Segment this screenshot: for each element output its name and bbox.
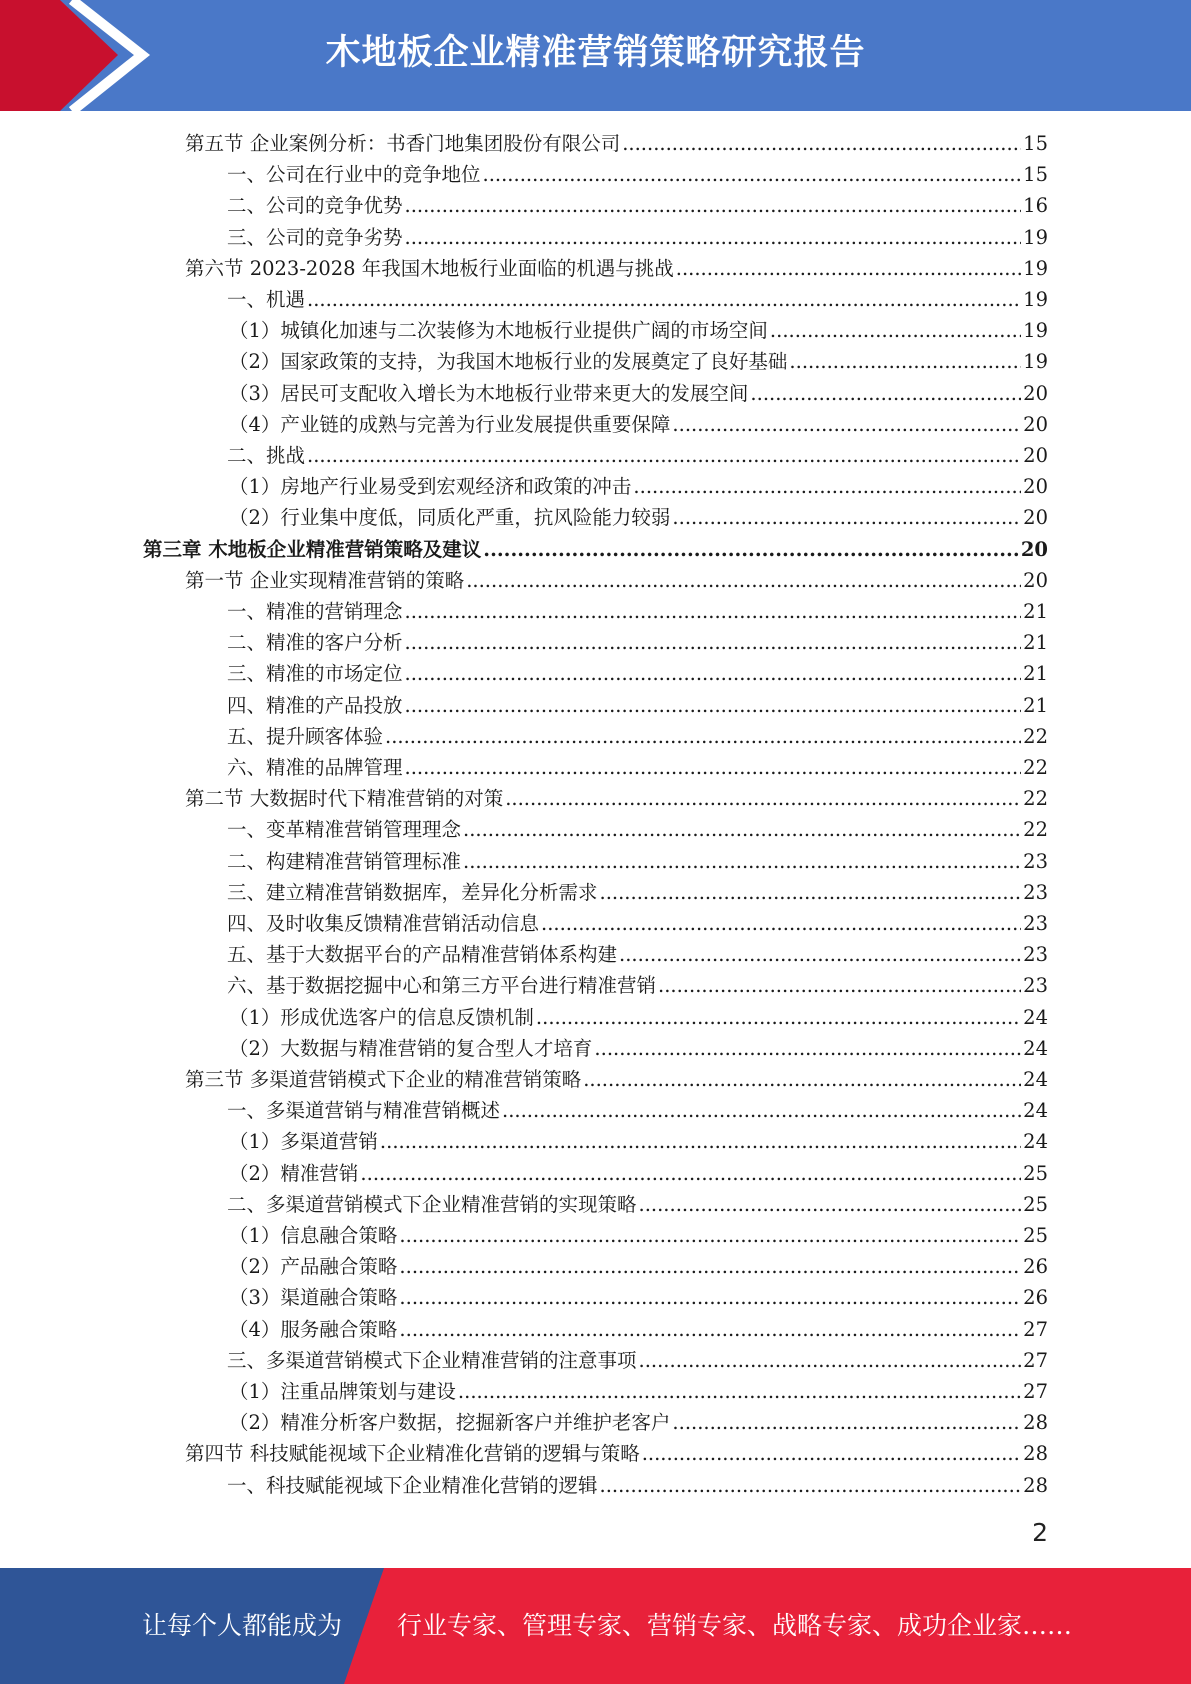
toc-entry-title: （3）居民可支配收入增长为木地板行业带来更大的发展空间 [229,381,749,405]
toc-dot-leader [466,565,1021,596]
toc-entry-page: 26 [1023,1255,1048,1279]
toc-entry-title: 第六节 2023-2028 年我国木地板行业面临的机遇与挑战 [185,256,674,280]
toc-entry[interactable] [229,471,1048,502]
toc-entry-page: 26 [1023,1286,1048,1310]
toc-dot-leader [463,846,1021,877]
toc-entry-title: （2）产品融合策略 [229,1255,398,1279]
toc-entry-title: 二、精准的客户分析 [227,631,403,655]
toc-entry-title: 一、变革精准营销管理理念 [227,818,462,842]
toc-entry[interactable] [229,1033,1048,1064]
footer-slogan-right: 行业专家、管理专家、营销专家、战略专家、成功企业家…… [397,1611,1073,1640]
toc-entry[interactable] [229,409,1048,440]
toc-entry-title: 三、建立精准营销数据库，差异化分析需求 [227,880,598,904]
toc-entry[interactable] [227,190,1048,221]
toc-entry-page: 22 [1023,818,1048,842]
document-title: 木地板企业精准营销策略研究报告 [325,33,866,73]
toc-dot-leader [405,222,1022,253]
toc-entry[interactable] [143,534,1048,565]
toc-entry-page: 22 [1023,756,1048,779]
toc-entry-page: 23 [1023,912,1048,935]
page-number: 2 [1032,1518,1048,1547]
toc-entry-page: 21 [1023,662,1048,686]
toc-entry[interactable] [229,1158,1048,1189]
toc-entry-title: （2）行业集中度低，同质化严重，抗风险能力较弱 [229,506,671,530]
toc-dot-leader [676,253,1021,284]
toc-dot-leader [307,284,1021,315]
toc-entry-page: 22 [1023,724,1048,748]
toc-entry-title: （4）服务融合策略 [229,1317,398,1341]
toc-dot-leader [672,502,1021,533]
toc-entry-title: 第四节 科技赋能视域下企业精准化营销的逻辑与策略 [185,1442,640,1466]
toc-entry-page: 20 [1020,537,1048,561]
toc-entry-page: 25 [1023,1224,1048,1247]
toc-dot-leader [622,128,1021,159]
toc-entry[interactable] [229,346,1048,377]
toc-entry-page: 24 [1023,1005,1048,1029]
toc-entry[interactable] [185,253,1048,284]
toc-entry-title: 四、精准的产品投放 [227,693,403,717]
toc-dot-leader [642,1438,1021,1469]
toc-entry-page: 28 [1023,1411,1048,1435]
toc-entry[interactable] [227,1095,1048,1126]
toc-entry-title: （2）大数据与精准营销的复合型人才培育 [229,1036,593,1060]
toc-entry[interactable] [229,1002,1048,1033]
toc-entry-title: 二、多渠道营销模式下企业精准营销的实现策略 [227,1192,637,1216]
toc-entry[interactable] [227,284,1048,315]
toc-dot-leader [502,1095,1021,1126]
toc-entry-page: 20 [1023,412,1048,436]
toc-entry-title: 四、及时收集反馈精准营销活动信息 [227,912,540,935]
toc-entry-page: 23 [1023,974,1048,998]
toc-entry[interactable] [227,1189,1048,1220]
toc-entry-title: （4）产业链的成熟与完善为行业发展提供重要保障 [229,412,671,436]
toc-entry-title: 一、精准的营销理念 [227,600,403,623]
toc-dot-leader [405,596,1022,627]
toc-entry-page: 24 [1023,1068,1048,1091]
toc-entry[interactable] [229,502,1048,533]
toc-dot-leader [600,1470,1022,1501]
toc-entry-title: （1）形成优选客户的信息反馈机制 [229,1005,534,1029]
toc-entry-title: 二、公司的竞争优势 [227,194,403,218]
toc-entry[interactable] [227,1345,1048,1376]
toc-dot-leader [639,1345,1022,1376]
toc-entry[interactable] [229,1376,1048,1407]
toc-entry-title: 一、公司在行业中的竞争地位 [227,163,481,187]
toc-entry[interactable] [227,752,1048,783]
toc-dot-leader [639,1189,1022,1220]
toc-entry-title: 三、公司的竞争劣势 [227,225,403,249]
toc-entry-page: 23 [1023,943,1048,967]
toc-dot-leader [399,1251,1021,1282]
toc-entry-title: 三、精准的市场定位 [227,662,403,686]
toc-entry-page: 21 [1023,600,1048,623]
toc-entry-title: 五、提升顾客体验 [227,724,384,748]
toc-entry[interactable] [229,1282,1048,1313]
toc-entry-title: 一、科技赋能视域下企业精准化营销的逻辑 [227,1473,598,1497]
toc-dot-leader [405,658,1022,689]
toc-entry[interactable] [227,627,1048,658]
toc-dot-leader [463,814,1021,845]
toc-dot-leader [380,1126,1021,1157]
toc-entry[interactable] [227,596,1048,627]
toc-entry-title: 五、基于大数据平台的产品精准营销体系构建 [227,943,618,967]
toc-entry[interactable] [227,159,1048,190]
toc-dot-leader [505,783,1021,814]
toc-entry-title: （2）精准营销 [229,1161,359,1185]
toc-dot-leader [405,690,1022,721]
toc-entry-page: 24 [1023,1099,1048,1123]
toc-dot-leader [633,471,1021,502]
toc-entry-page: 20 [1023,475,1048,499]
toc-dot-leader [619,939,1021,970]
toc-entry-page: 23 [1023,849,1048,873]
toc-entry-page: 16 [1023,194,1048,218]
toc-entry[interactable] [185,128,1048,159]
toc-entry-title: （2）精准分析客户数据，挖掘新客户并维护老客户 [229,1411,671,1435]
toc-dot-leader [405,190,1022,221]
toc-entry[interactable] [229,315,1048,346]
toc-dot-leader [399,1314,1021,1345]
toc-entry-title: 第五节 企业案例分析：书香门地集团股份有限公司 [185,132,621,155]
toc-entry-page: 15 [1023,132,1048,155]
toc-entry-title: （3）渠道融合策略 [229,1286,398,1310]
toc-entry[interactable] [227,222,1048,253]
toc-dot-leader [750,378,1021,409]
toc-entry-page: 23 [1023,880,1048,904]
toc-entry[interactable] [185,565,1048,596]
toc-dot-leader [399,1220,1021,1251]
toc-entry[interactable] [229,1251,1048,1282]
toc-dot-leader [789,346,1021,377]
toc-entry-title: （2）国家政策的支持，为我国木地板行业的发展奠定了良好基础 [229,350,788,374]
toc-entry-title: 第三节 多渠道营销模式下企业的精准营销策略 [185,1068,582,1091]
toc-entry[interactable] [185,1064,1048,1095]
toc-entry-page: 19 [1023,225,1048,249]
toc-entry[interactable] [227,846,1048,877]
toc-dot-leader [600,877,1022,908]
toc-entry-title: 三、多渠道营销模式下企业精准营销的注意事项 [227,1348,637,1372]
toc-dot-leader [672,1407,1021,1438]
toc-entry[interactable] [227,690,1048,721]
toc-entry-page: 25 [1023,1161,1048,1185]
toc-entry[interactable] [227,440,1048,471]
toc-entry[interactable] [227,658,1048,689]
toc-entry-title: （1）多渠道营销 [229,1130,378,1154]
toc-dot-leader [583,1064,1021,1095]
toc-dot-leader [307,440,1021,471]
page-header [0,0,1191,111]
toc-entry-page: 28 [1023,1473,1048,1497]
toc-entry-title: 第一节 企业实现精准营销的策略 [185,568,465,592]
toc-entry-title: 六、精准的品牌管理 [227,756,403,779]
toc-entry-page: 20 [1023,506,1048,530]
toc-entry[interactable] [229,1220,1048,1251]
page-footer [0,1568,1191,1684]
toc-entry-title: 一、机遇 [227,288,306,311]
toc-entry-page: 21 [1023,631,1048,655]
toc-entry-page: 22 [1023,787,1048,811]
toc-entry-page: 21 [1023,693,1048,717]
toc-entry-page: 27 [1023,1380,1048,1403]
toc-entry[interactable] [227,721,1048,752]
toc-entry-title: （1）房地产行业易受到宏观经济和政策的冲击 [229,475,632,499]
toc-entry[interactable] [185,783,1048,814]
toc-entry[interactable] [227,970,1048,1001]
toc-entry-page: 20 [1023,568,1048,592]
toc-entry-page: 15 [1023,163,1048,187]
toc-entry-title: （1）注重品牌策划与建设 [229,1380,456,1403]
toc-dot-leader [405,627,1022,658]
toc-entry[interactable] [229,1314,1048,1345]
toc-entry[interactable] [227,814,1048,845]
toc-entry[interactable] [229,378,1048,409]
toc-entry[interactable] [229,1126,1048,1157]
toc-dot-leader [594,1033,1021,1064]
toc-dot-leader [458,1376,1021,1407]
toc-dot-leader [385,721,1021,752]
toc-entry-title: 一、多渠道营销与精准营销概述 [227,1099,501,1123]
toc-entry-page: 27 [1023,1348,1048,1372]
toc-entry[interactable] [227,939,1048,970]
toc-dot-leader [399,1282,1021,1313]
toc-dot-leader [483,534,1019,565]
toc-entry-page: 28 [1023,1442,1048,1466]
toc-entry-title: 六、基于数据挖掘中心和第三方平台进行精准营销 [227,974,657,998]
toc-entry[interactable] [227,1470,1048,1501]
footer-slogan-left: 让每个人都能成为 [142,1611,343,1640]
toc-entry-page: 25 [1023,1192,1048,1216]
toc-entry-page: 19 [1023,350,1048,374]
toc-entry-page: 20 [1023,381,1048,405]
toc-entry-page: 19 [1023,256,1048,280]
toc-dot-leader [536,1002,1021,1033]
toc-entry-page: 24 [1023,1130,1048,1154]
toc-dot-leader [360,1158,1021,1189]
toc-entry-page: 19 [1023,288,1048,311]
toc-entry-page: 24 [1023,1036,1048,1060]
toc-entry-page: 19 [1023,319,1048,343]
toc-entry-title: 二、挑战 [227,444,306,467]
toc-dot-leader [541,908,1021,939]
toc-dot-leader [405,752,1022,783]
toc-entry-title: 第三章 木地板企业精准营销策略及建议 [143,537,482,561]
toc-entry-page: 27 [1023,1317,1048,1341]
toc-entry-title: 二、构建精准营销管理标准 [227,849,462,873]
toc-dot-leader [483,159,1022,190]
toc-entry-title: 第二节 大数据时代下精准营销的对策 [185,787,504,811]
toc-entry[interactable] [227,877,1048,908]
toc-dot-leader [672,409,1021,440]
toc-dot-leader [658,970,1021,1001]
toc-dot-leader [770,315,1021,346]
toc-entry[interactable] [227,908,1048,939]
toc-entry-title: （1）信息融合策略 [229,1224,398,1247]
toc-entry-title: （1）城镇化加速与二次装修为木地板行业提供广阔的市场空间 [229,319,768,343]
toc-entry-page: 20 [1023,444,1048,467]
toc-entry[interactable] [185,1438,1048,1469]
toc-entry[interactable] [229,1407,1048,1438]
